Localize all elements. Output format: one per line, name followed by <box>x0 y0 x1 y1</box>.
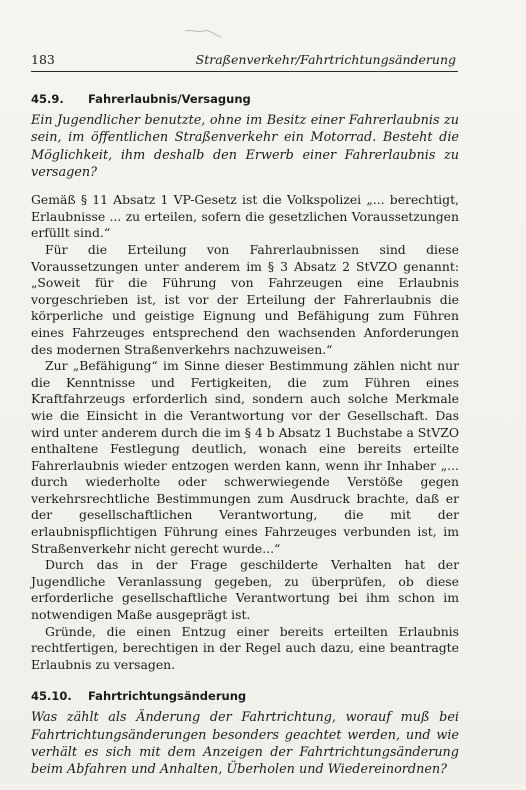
section-title: Fahrerlaubnis/Versagung <box>88 92 251 106</box>
header-rule <box>31 71 458 72</box>
running-title: Straßenverkehr/Fahrtrichtungsänderung <box>195 52 456 67</box>
body-paragraph: Gründe, die einen Entzug einer bereits erteilten Erlaubnis rechtfertigen, berechtigen in der Regel auch dazu, eine beantragte Erlaubnis zu versagen. <box>31 623 459 672</box>
section-number: 45.10. <box>31 689 72 704</box>
smudge-mark <box>183 27 223 41</box>
page-number: 183 <box>31 52 55 67</box>
question-text: Ein Jugendlicher benutzte, ohne im Besitz einer Fahrerlaubnis zu sein, im öffentlichen Straßenverkehr ein Motorrad. Besteht die Möglichkeit, ihm deshalb den Erwerb einer Fahrerlaubnis zu versagen? <box>31 113 459 180</box>
question-text: Was zählt als Änderung der Fahrtrichtung, worauf muß bei Fahrtrichtungsänderungen besonders geachtet werden, und wie verhält es sich mit dem Anzeigen der Fahrtrichtungsänderung beim Abfahren und Anhalten, Überholen und Wiedereinordnen? <box>31 710 459 778</box>
body-paragraph: Zur „Befähigung“ im Sinne dieser Bestimmung zählen nicht nur die Kenntnisse und Fertigkeiten, die zum Führen eines Kraftfahrzeugs erforderlich sind, sondern auch solche Merkmale wie die Einsicht in die Verantwortung vor der Gesellschaft. Das wird unter anderem durch die im § 4 b Absatz 1 Buchstabe a StVZO enthaltene Festlegung deutlich, wonach eine bereits erteilte Fahrerlaubnis wieder entzogen werden kann, wenn ihr Inhaber „... durch wiederholte oder schwerwiegende Verstöße gegen verkehrsrechtliche Bestimmungen zum Ausdruck brachte, daß er der gesellschaftlichen Verantwortung, die mit der erlaubnispflichtigen Führung eines Fahrzeuges verbunden ist, im Straßenverkehr nicht gerecht wurde...“ <box>31 358 459 556</box>
body-paragraph: Durch das in der Frage geschilderte Verhalten hat der Jugendliche Veranlassung gegeben, zu überprüfen, ob diese erforderliche gesellschaftliche Verantwortung bei ihm schon im notwendigen Maße ausgeprägt ist. <box>31 557 459 623</box>
section-heading <box>31 92 459 106</box>
section-number: 45.9. <box>31 92 64 106</box>
section-spacer <box>31 673 459 689</box>
body-paragraph: Gemäß § 11 Absatz 1 VP-Gesetz ist die Volkspolizei „... berechtigt, Erlaubnisse ... zu erteilen, sofern die gesetzlichen Voraussetzungen erfüllt sind.“ <box>31 192 459 241</box>
running-head <box>31 52 456 67</box>
page-content <box>31 92 459 790</box>
section-heading <box>31 689 459 703</box>
section-title: Fahrtrichtungsänderung <box>88 689 247 704</box>
body-paragraph: Für die Erteilung von Fahrerlaubnissen sind diese Voraussetzungen unter anderem im § 3 Absatz 2 StVZO genannt: „Soweit für die Führung von Fahrzeugen eine Erlaubnis vorgeschrieben ist, ist vor der Erteilung der Fahrerlaubnis die körperliche und geistige Eignung und Befähigung zum Führen eines Fahrzeuges entsprechend den wachsenden Anforderungen des modernen Straßenverkehrs nachzuweisen.“ <box>31 241 459 357</box>
